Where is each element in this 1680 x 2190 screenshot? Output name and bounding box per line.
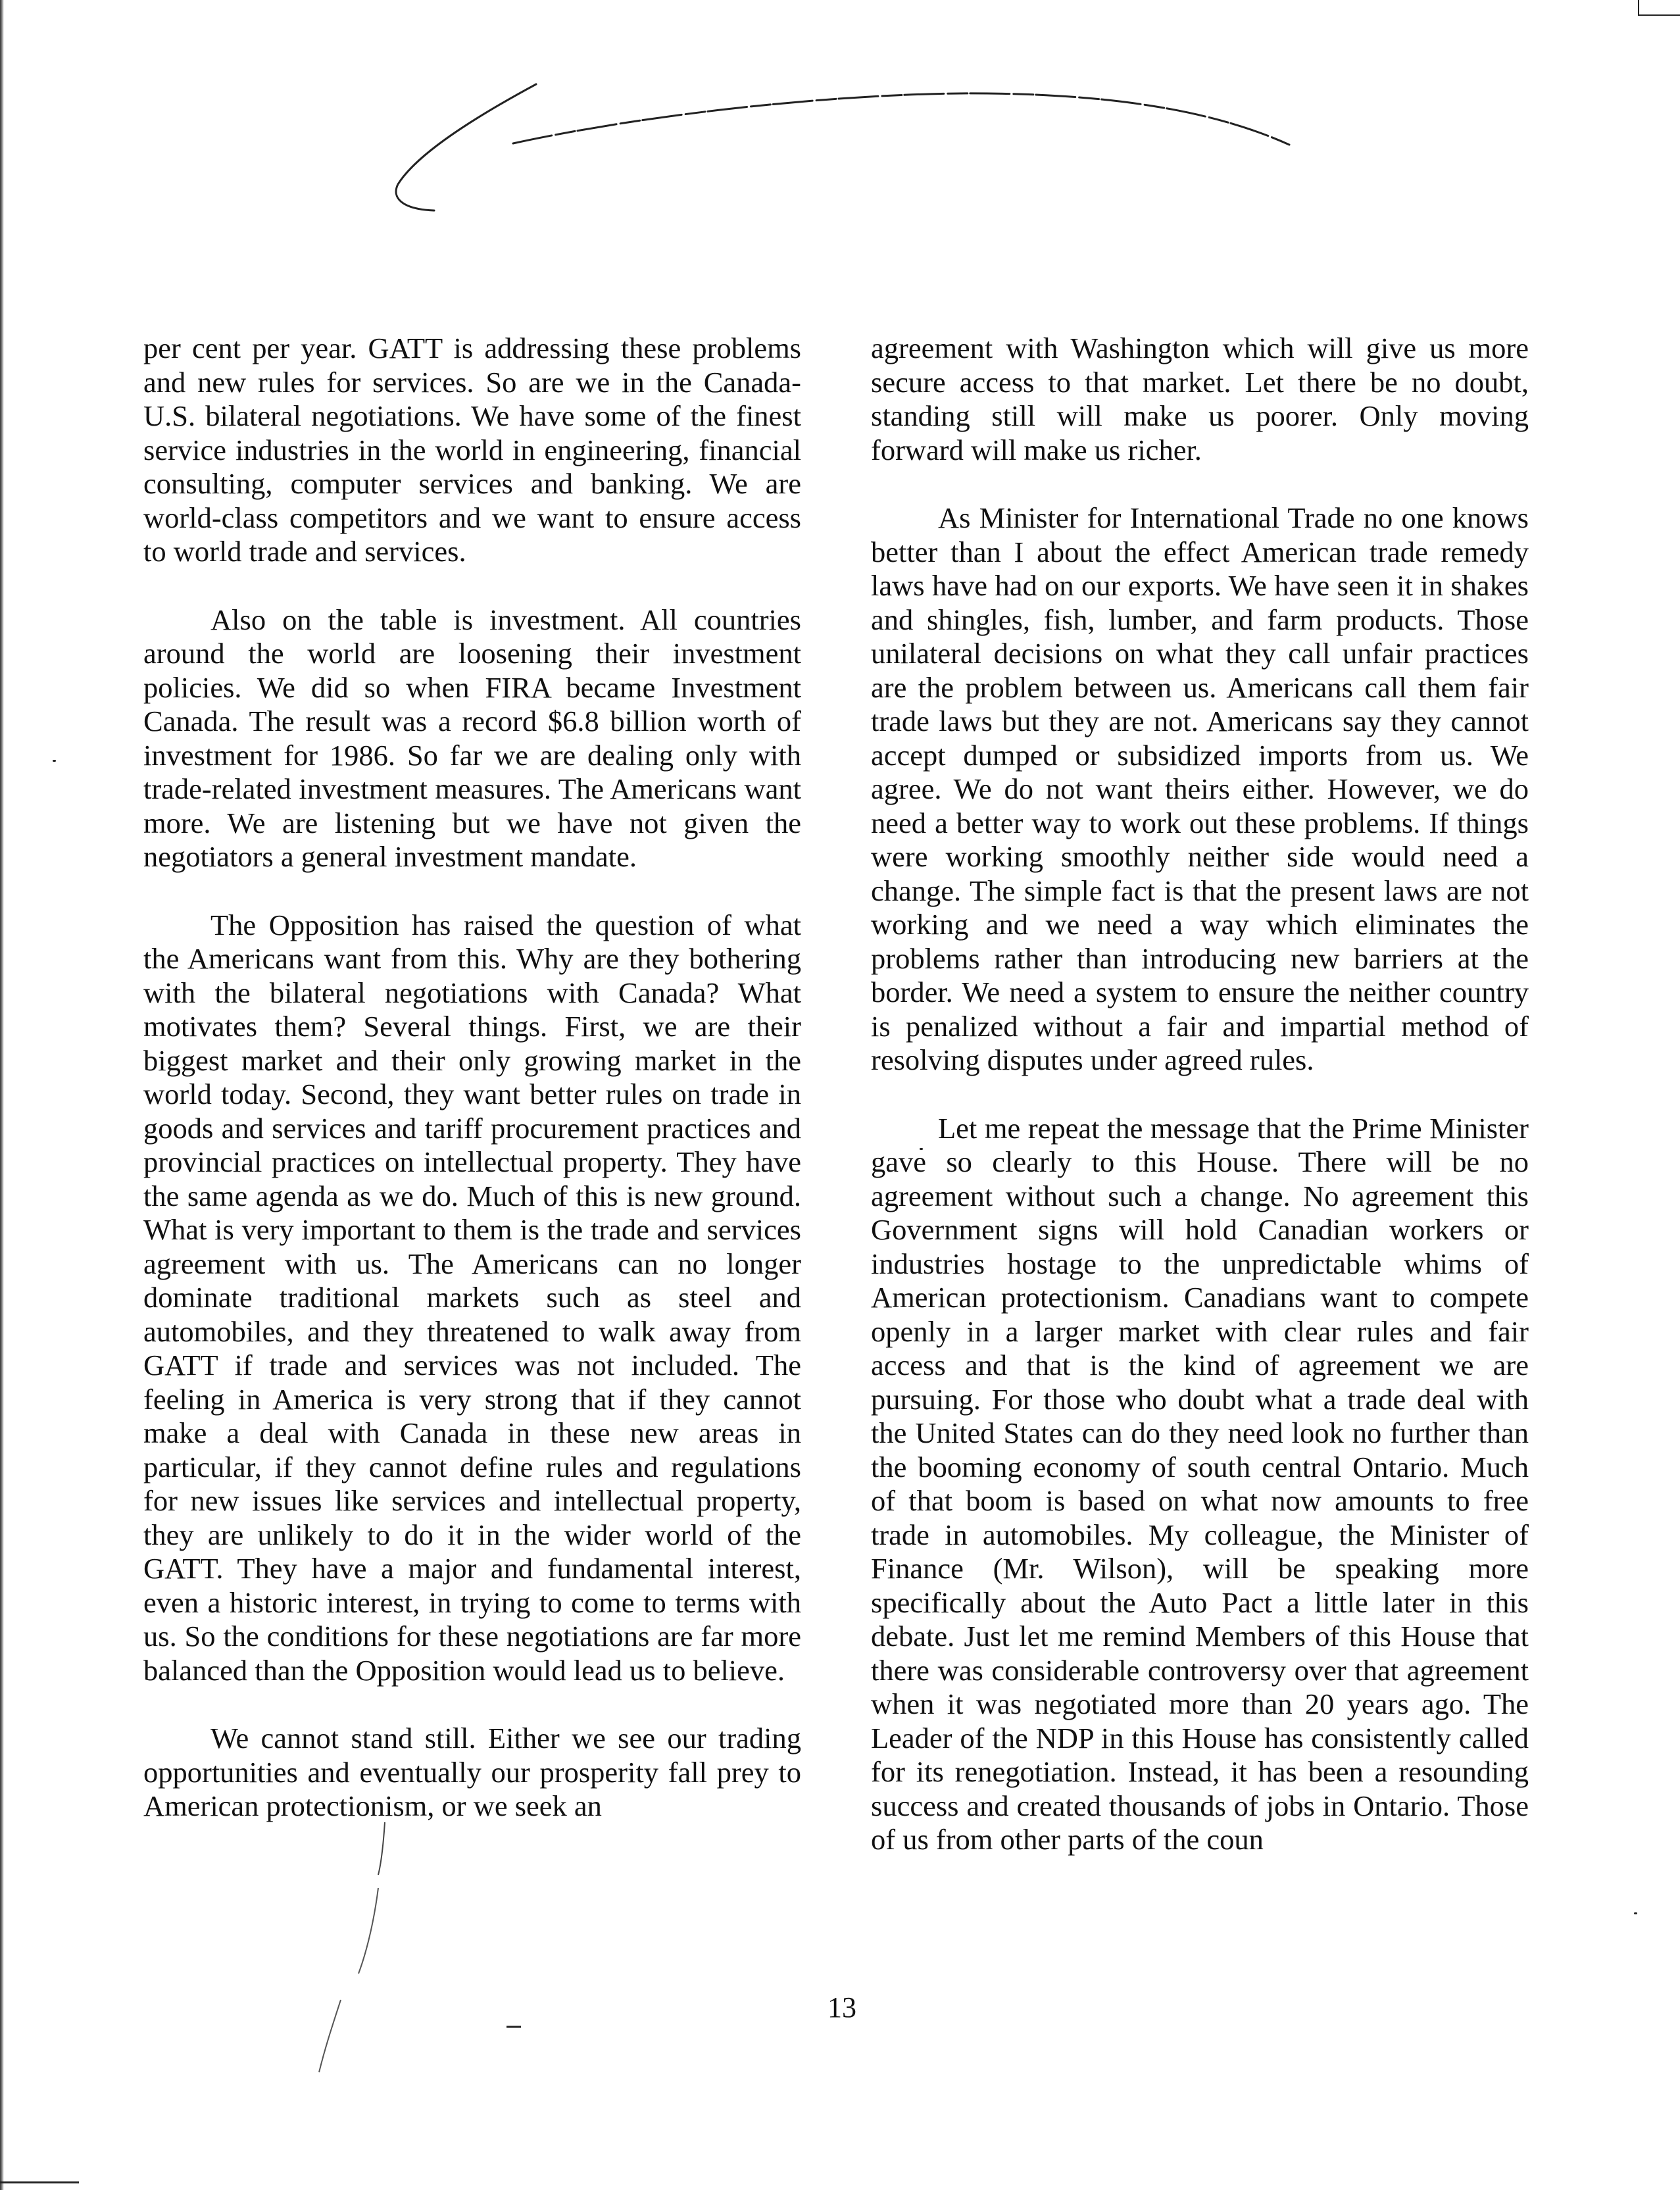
paragraph: We cannot stand still. Either we see our trading opportunities and eventually our prosperity fall prey to American protectionism, or we seek an: [143, 1722, 801, 1822]
paragraph: agreement with Washington which will give us more secure access to that market. Let there be no doubt, standing still will make us poorer. Only moving forward will make us richer.: [871, 332, 1529, 466]
right-text-column: [871, 332, 1529, 1891]
paragraph: Let me repeat the message that the Prime Minister gave so clearly to this House. There will be no agreement without such a change. No agreement this Government signs will hold Canadian workers or industries hostage to the unpredictable whims of American protectionism. Canadians want to compete openly in a larger market with clear rules and fair access and that is the kind of agreement we are pursuing. For those who doubt what a trade deal with the United States can do they need look no further than the booming economy of south central Ontario. Much of that boom is based on what now amounts to free trade in automobiles. My colleague, the Minister of Finance (Mr. Wilson), will be speaking more specifically about the Auto Pact a little later in this debate. Just let me remind Members of this House that there was considerable controversy over that agreement when it was negotiated more than 20 years ago. The Leader of the NDP in this House has consistently called for its renegotiation. Instead, it has been a resounding success and created thousands of jobs in Ontario. Those of us from other parts of the coun: [871, 1111, 1529, 1856]
paragraph: As Minister for International Trade no one knows better than I about the effect American trade remedy laws have had on our exports. We have seen it in shakes and shingles, fish, lumber, and farm products. Those unilateral decisions on what they call unfair practices are the problem between us. Americans call them fair trade laws but they are not. Americans say they cannot accept dumped or subsidized imports from us. We agree. We do not want theirs either. However, we do need a better way to work out these problems. If things were working smoothly neither side would need a change. The simple fact is that the present laws are not working and we need a way which eliminates the problems rather than introducing new barriers at the border. We need a system to ensure the neither country is penalized without a fair and impartial method of resolving disputes under agreed rules.: [871, 501, 1529, 1076]
scan-speck: [53, 760, 56, 762]
scan-page-edge: [0, 0, 4, 2190]
paragraph: Also on the table is investment. All countries around the world are loosening their investment policies. We did so when FIRA became Investment Canada. The result was a record $6.8 billion worth of investment for 1986. So far we are dealing only with trade-related investment measures. The Americans want more. We are listening but we have not given the negotiators a general investment mandate.: [143, 603, 801, 873]
scan-speck: [1634, 1912, 1637, 1914]
scan-corner-mark: [1638, 0, 1680, 16]
paragraph: The Opposition has raised the question of what the Americans want from this. Why are they bothering with the bilateral negotiations with Canada? What motivates them? Several things. First, we are their biggest market and their only growing market in the world today. Second, they want better rules on trade in goods and services and tariff procurement practices and provincial practices on intellectual property. They have the same agenda as we do. Much of this is new ground. What is very important to them is the trade and services agreement with us. The Americans can no longer dominate traditional markets such as steel and automobiles, and they threatened to walk away from GATT if trade and services was not included. The feeling in America is very strong that if they cannot make a deal with Canada in these new areas in particular, if they cannot define rules and regulations for new issues like services and intellectual property, they are unlikely to do it in the wider world of the GATT. They have a major and fundamental interest, even a historic interest, in trying to come to terms with us. So the conditions for these negotiations are far more balanced than the Opposition would lead us to believe.: [143, 908, 801, 1687]
page-number: 13: [828, 1991, 856, 2024]
paragraph: per cent per year. GATT is addressing these problems and new rules for services. So are we in the Canada-U.S. bilateral negotiations. We have some of the finest service industries in the world in engineering, financial consulting, computer services and banking. We are world-class competitors and we want to ensure access to world trade and services.: [143, 332, 801, 568]
scan-bottom-edge: [0, 2181, 79, 2183]
left-text-column: [143, 332, 801, 1858]
